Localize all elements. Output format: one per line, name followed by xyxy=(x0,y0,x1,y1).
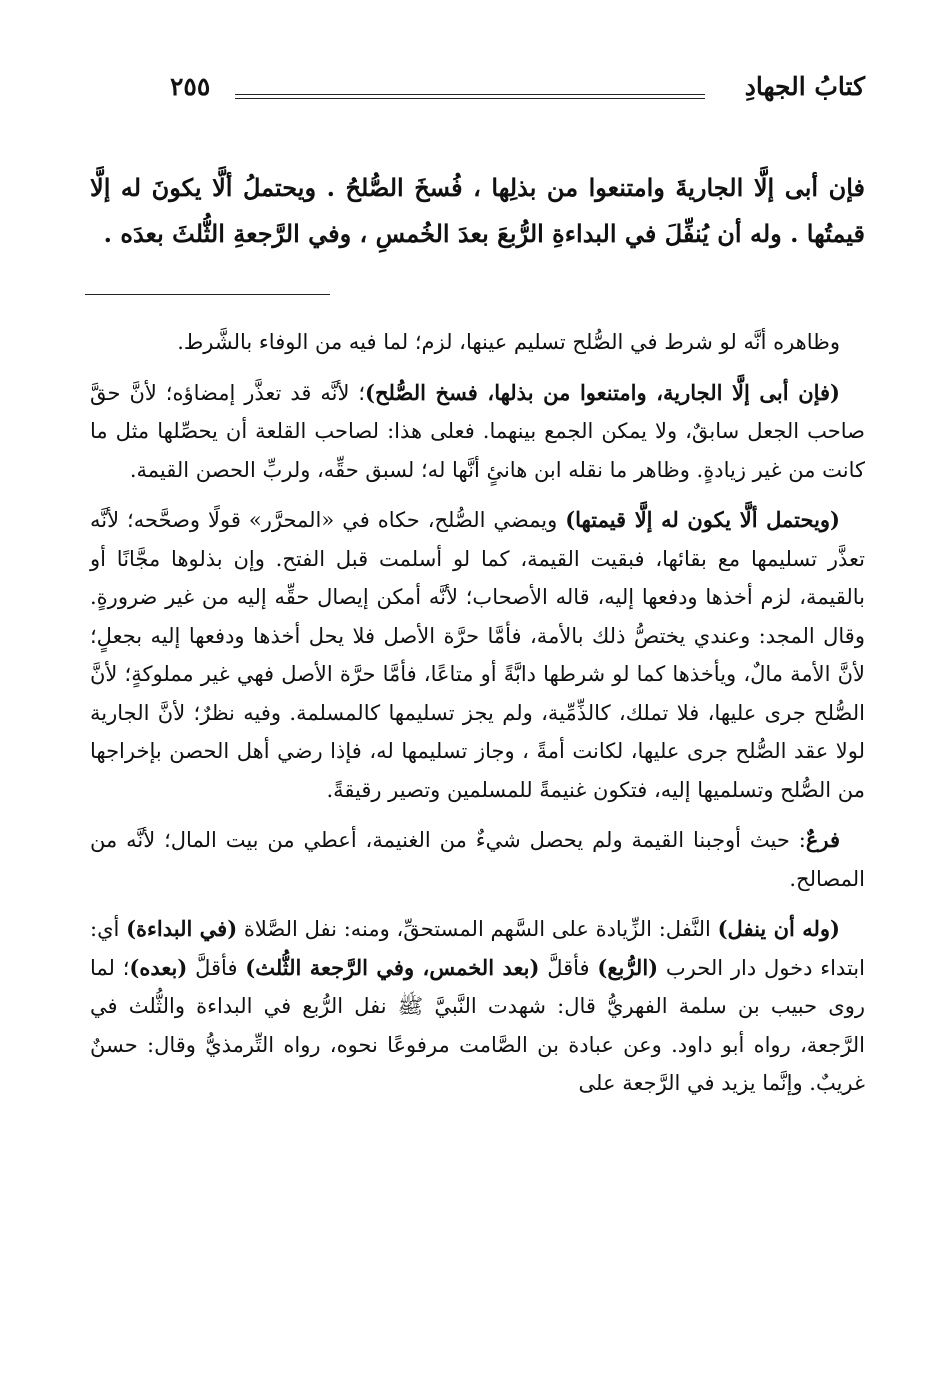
paragraph-text: النَّفل: الزِّيادة على السَّهم المستحقِّ، ومنه: نفل الصَّلاة xyxy=(237,917,718,941)
paragraph xyxy=(90,374,865,490)
paragraph xyxy=(90,323,865,362)
paragraph-text: ؛ لما روى حبيب بن سلمة الفهريُّ قال: شهدت النَّبيَّ ﷺ نفل الرُّبع في البداءة والثُّلث في الرَّجعة، رواه أبو داود. وعن عبادة بن الصَّامت مرفوعًا نحوه، رواه التِّرمذيُّ وقال: حسنٌ غريبٌ. وإنَّما يزيد في الرَّجعة على xyxy=(90,955,865,1095)
paragraph-text: فأقلَّ xyxy=(187,955,246,980)
paragraph-text: : حيث أوجبنا القيمة ولم يحصل شيءٌ من الغنيمة، أعطي من بيت المال؛ لأنَّه من المصالح. xyxy=(90,828,865,891)
paragraph-text: ؛ لأنَّه قد تعذَّر إمضاؤه؛ لأنَّ حقَّ صاحب الجعل سابقٌ، ولا يمكن الجمع بينهما. فعلى هذا: لصاحب القلعة أن يحصِّلها مثل ما كانت من غير زيادةٍ. وظاهر ما نقله ابن هانئٍ أنَّها له؛ لسبق حقِّه، ولربِّ الحصن القيمة. xyxy=(90,380,865,482)
paragraph xyxy=(90,821,865,898)
paragraph-text: ويمضي الصُّلح، حكاه في «المحرَّر» قولًا وصحَّحه؛ لأنَّه تعذَّر تسليمها مع بقائها، فبقيت القيمة، كما لو أسلمت قبل الفتح. وإن بذلوها مجَّانًا أو بالقيمة، لزم أخذها ودفعها إليه، قاله الأصحاب؛ لأنَّه أمكن إيصال حقِّه إليه من غير ضرورةٍ. وقال المجد: وعندي يختصُّ ذلك بالأمة، فأمَّا حرَّة الأصل فلا يحل أخذها ودفعها إليه بجعلٍ؛ لأنَّ الأمة مالٌ، ويأخذها كما لو شرطها دابَّةً أو متاعًا، فأمَّا حرَّة الأصل فهي غير مملوكةٍ؛ لأنَّ الصُّلح جرى عليها، فلا تملك، كالذِّمِّية، ولم يجز تسليمها كالمسلمة. وفيه نظرٌ؛ لأنَّ الجارية لولا عقد الصُّلح جرى عليها، لكانت أمةً ، وجاز تسليمها له، فإذا رضي أهل الحصن بإخراجها من الصُّلح وتسلميها إليه، فتكون غنيمةً للمسلمين وتصير رقيقةً. xyxy=(90,508,865,802)
paragraph xyxy=(90,501,865,809)
quoted-matn: (وله أن ينفل) xyxy=(717,916,840,941)
page-header xyxy=(150,72,865,112)
quoted-matn: (ويحتمل ألَّا يكون له إلَّا قيمتها) xyxy=(565,507,840,532)
paragraph-text: فأقلَّ xyxy=(539,955,598,980)
quoted-matn: (الرُّبع) xyxy=(597,954,659,980)
far-label: فرعٌ xyxy=(805,827,840,852)
page-number: ٢٥٥ xyxy=(170,72,211,101)
header-rule xyxy=(235,94,705,99)
paragraph-text: وظاهره أنَّه لو شرط في الصُّلح تسليم عينها، لزم؛ لما فيه من الوفاء بالشَّرط. xyxy=(177,330,840,354)
book-title: كتابُ الجهادِ xyxy=(744,72,865,101)
matn-text: فإن أبى إلَّا الجاريةَ وامتنعوا من بذلِها ، فُسخَ الصُّلحُ . ويحتملُ ألَّا يكونَ له إلَّا قيمتُها . وله أن يُنفِّلَ في البداءةِ الرُّبعَ بعدَ الخُمسِ ، وفي الرَّجعةِ الثُّلثَ بعدَه . xyxy=(90,173,865,248)
paragraph xyxy=(90,910,865,1103)
quoted-matn: (بعده) xyxy=(129,954,188,980)
quoted-matn: (فإن أبى إلَّا الجارية، وامتنعوا من بذلها، فسخ الصُّلح) xyxy=(365,379,840,405)
quoted-matn: (في البداءة) xyxy=(126,916,238,941)
paragraph-text: أي: ابتداء دخول دار الحرب xyxy=(90,917,865,980)
quoted-matn: (بعد الخمس، وفي الرَّجعة الثُّلث) xyxy=(245,954,540,980)
commentary xyxy=(90,323,865,1115)
matn-separator-rule xyxy=(85,294,330,295)
